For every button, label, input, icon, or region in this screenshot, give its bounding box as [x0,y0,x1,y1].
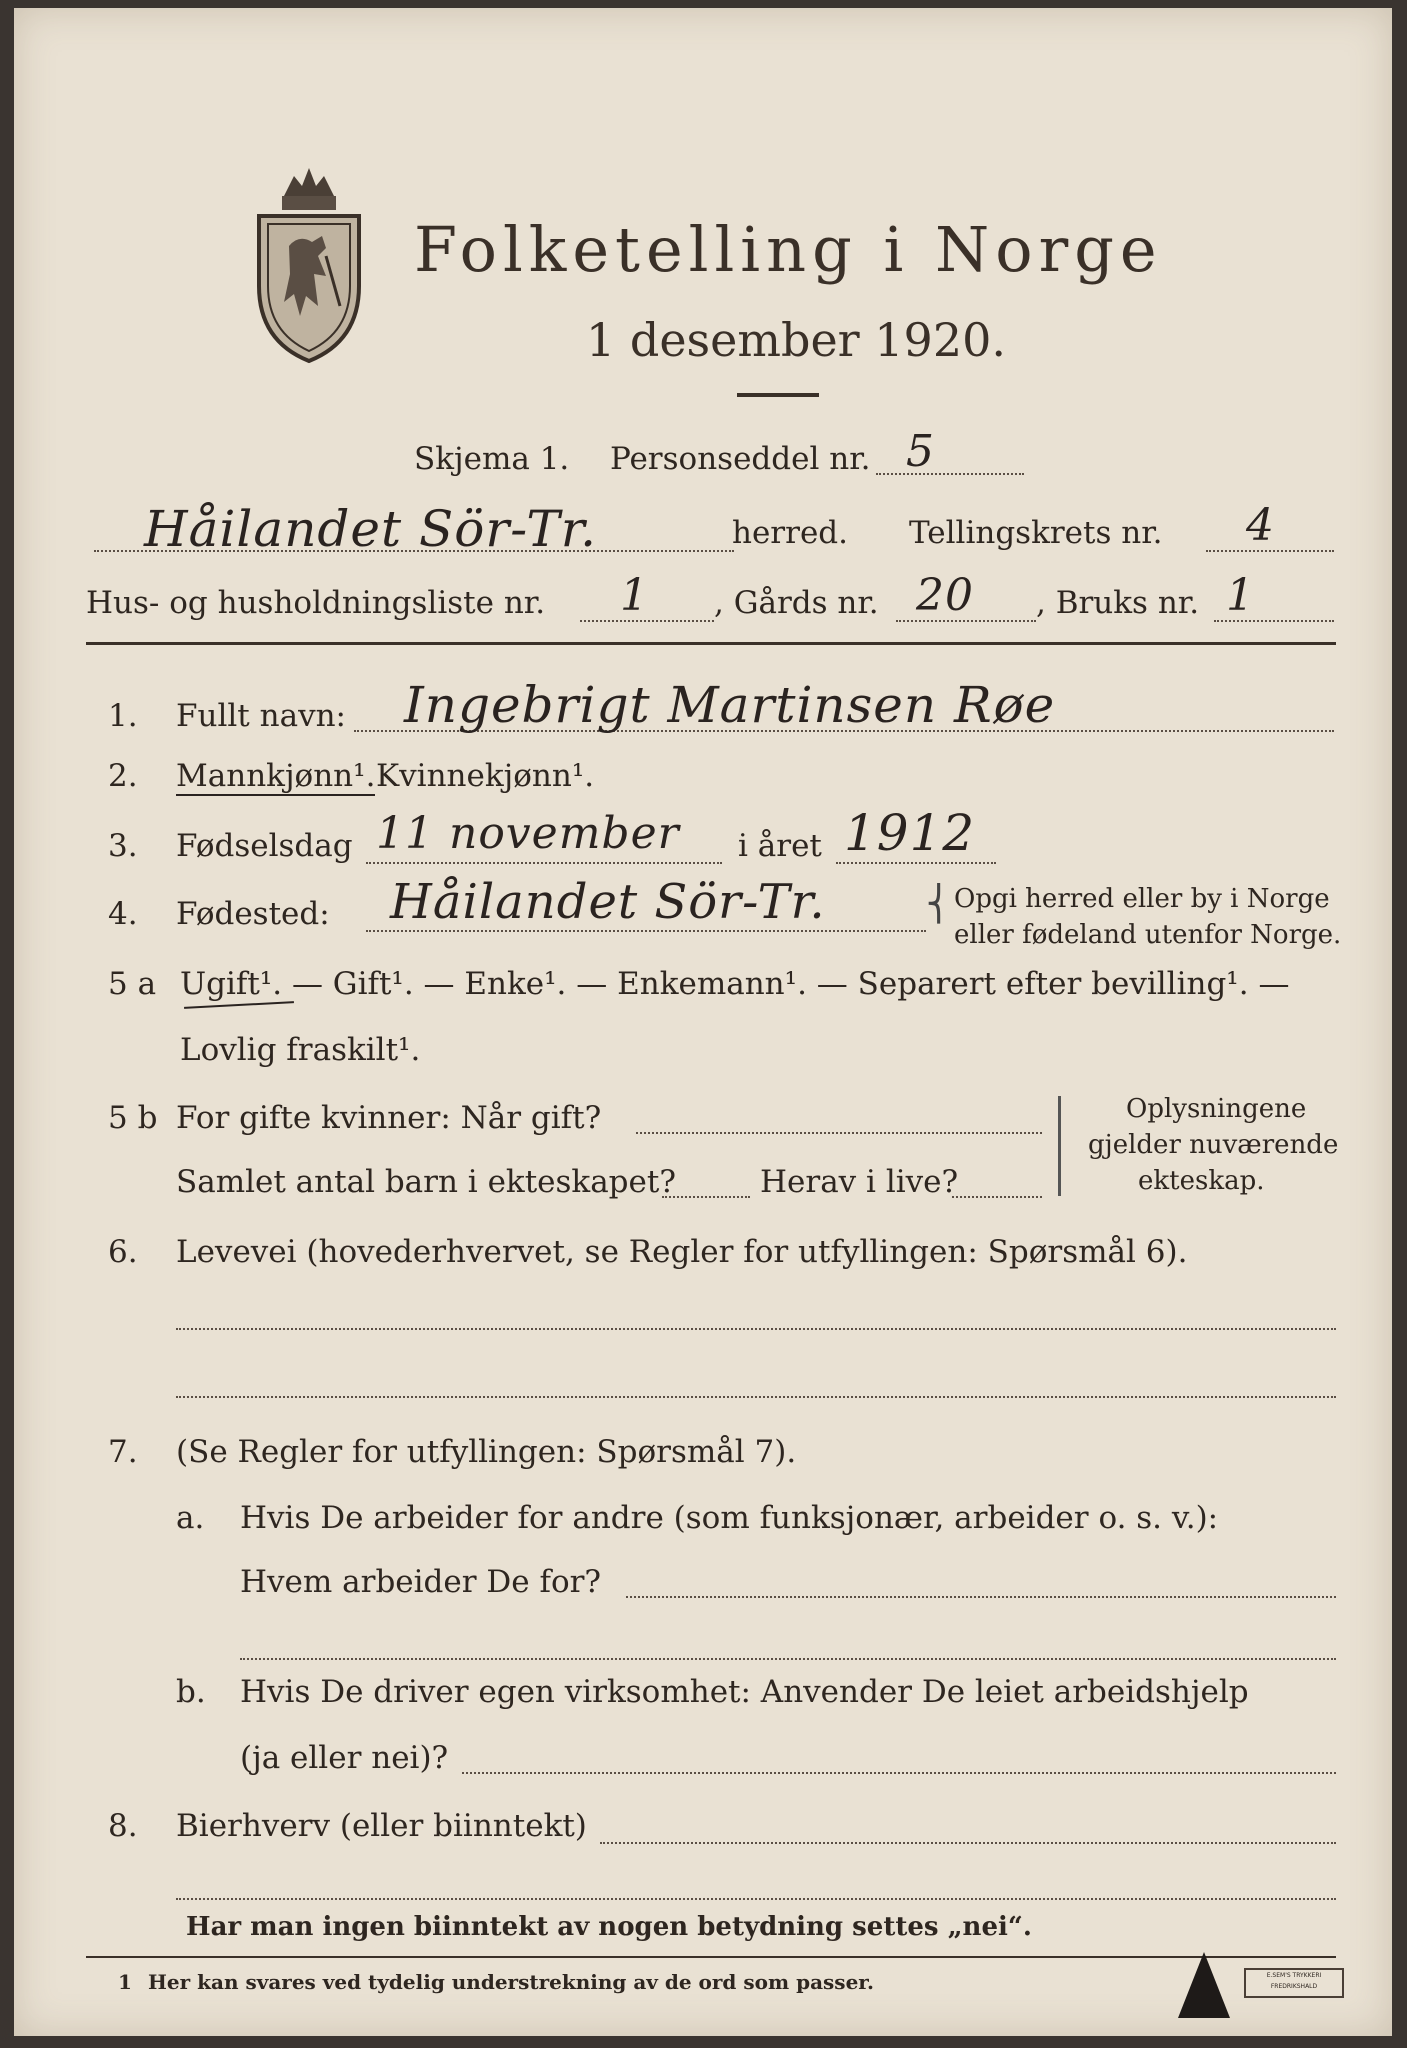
q8-note: Har man ingen biinntekt av nogen betydning settes „nei“. [186,1912,1032,1942]
q7a-label: Hvis De arbeider for andre (som funksjonær, arbeider o. s. v.): [240,1500,1219,1536]
q6-number: 6. [108,1234,138,1270]
q7a-letter: a. [176,1500,205,1536]
q2-number: 2. [108,758,138,794]
personseddel-label: Personseddel nr. [610,441,871,477]
q3-label: Fødselsdag [176,828,353,864]
gards-label: , Gårds nr. [714,585,879,621]
printer-stamp: E.SEM'S TRYKKERI FREDRIKSHALD [1244,1968,1344,1998]
q8-number: 8. [108,1808,138,1844]
footer-divider [86,1956,1336,1958]
form-title: Folketelling i Norge [414,213,1163,286]
q4-line [366,930,926,932]
q1-label: Fullt navn: [176,698,346,734]
q8-line1 [600,1842,1336,1844]
bruks-label: , Bruks nr. [1036,585,1200,621]
tellingskrets-label: Tellingskrets nr. [909,515,1163,551]
q7b-yes-no-label: (ja eller nei)? [240,1740,449,1776]
q5b-children-label: Samlet antal barn i ekteskapet? [176,1164,676,1200]
tellingskrets-value[interactable]: 4 [1246,500,1275,551]
q8-label: Bierhverv (eller biinntekt) [176,1808,587,1844]
q5a-number: 5 a [108,966,157,1002]
q4-brace: ⎨ [926,884,952,924]
q4-note-line1: Opgi herred eller by i Norge [954,884,1330,914]
q2-female-option[interactable]: Kvinnekjønn¹. [376,758,595,794]
hus-label: Hus- og husholdningsliste nr. [86,585,546,621]
herred-label: herred. [732,515,848,551]
personseddel-line [876,473,1024,475]
q5b-alive-label: Herav i live? [760,1164,959,1200]
q1-number: 1. [108,698,138,734]
q5b-number: 5 b [108,1100,158,1136]
q4-note-line2: eller fødeland utenfor Norge. [954,920,1342,950]
bruks-value[interactable]: 1 [1226,570,1255,621]
q5b-children-line [662,1196,750,1198]
census-form-sheet [14,8,1392,2036]
triangle-marker-icon [1176,1950,1232,2020]
title-divider [737,393,819,397]
q4-label: Fødested: [176,896,330,932]
q5b-label: For gifte kvinner: Når gift? [176,1100,602,1136]
q5b-married-line [636,1132,1042,1134]
q1-full-name[interactable]: Ingebrigt Martinsen Røe [404,676,1056,734]
census-date: 1 desember 1920. [586,313,1006,367]
hus-value[interactable]: 1 [620,570,649,621]
q3-year-line [836,862,996,864]
q6-line1 [176,1328,1336,1330]
gards-value[interactable]: 20 [916,570,974,621]
q3-birth-year[interactable]: 1912 [844,804,976,862]
q6-label: Levevei (hovederhvervet, se Regler for utfyllingen: Spørsmål 6). [176,1234,1188,1270]
q5b-note-line2: gjelder nuværende [1088,1130,1339,1160]
q5a-options[interactable]: Ugift¹. — Gift¹. — Enke¹. — Enkemann¹. — Separert efter bevilling¹. — [180,966,1290,1002]
q7a-employer-label: Hvem arbeider De for? [240,1564,602,1600]
q6-line2 [176,1396,1336,1398]
q3-birth-day[interactable]: 11 november [376,808,680,859]
norwegian-coat-of-arms-icon [244,156,374,366]
q4-birthplace[interactable]: Håilandet Sör-Tr. [390,874,826,930]
footnote-text: Her kan svares ved tydelig understrekning av de ord som passer. [148,1970,874,1994]
q8-line2 [176,1898,1336,1900]
q5b-alive-line [952,1196,1042,1198]
header-divider [86,642,1336,645]
q3-day-line [366,862,722,864]
q7b-line [462,1772,1336,1774]
q7a-line1 [626,1596,1336,1598]
q7a-line2 [240,1658,1336,1660]
q5b-note-line3: ekteskap. [1138,1166,1265,1196]
q5b-brace [1058,1096,1061,1196]
herred-value[interactable]: Håilandet Sör-Tr. [144,500,598,558]
q4-number: 4. [108,896,138,932]
footnote-number: 1 [118,1970,132,1994]
q3-number: 3. [108,828,138,864]
q7-number: 7. [108,1434,138,1470]
q5a-options-cont[interactable]: Lovlig fraskilt¹. [180,1032,421,1068]
q7b-letter: b. [176,1674,206,1710]
q5a-ugift-underline [184,1001,294,1009]
personseddel-value[interactable]: 5 [906,426,935,477]
q7b-label: Hvis De driver egen virksomhet: Anvender De leiet arbeidshjelp [240,1674,1249,1710]
q7-label: (Se Regler for utfyllingen: Spørsmål 7). [176,1434,797,1470]
q5b-note-line1: Oplysningene [1126,1094,1307,1124]
q2-male-option[interactable]: Mannkjønn¹. [176,758,376,794]
q3-year-label: i året [738,828,822,864]
skjema-label: Skjema 1. [414,441,570,477]
